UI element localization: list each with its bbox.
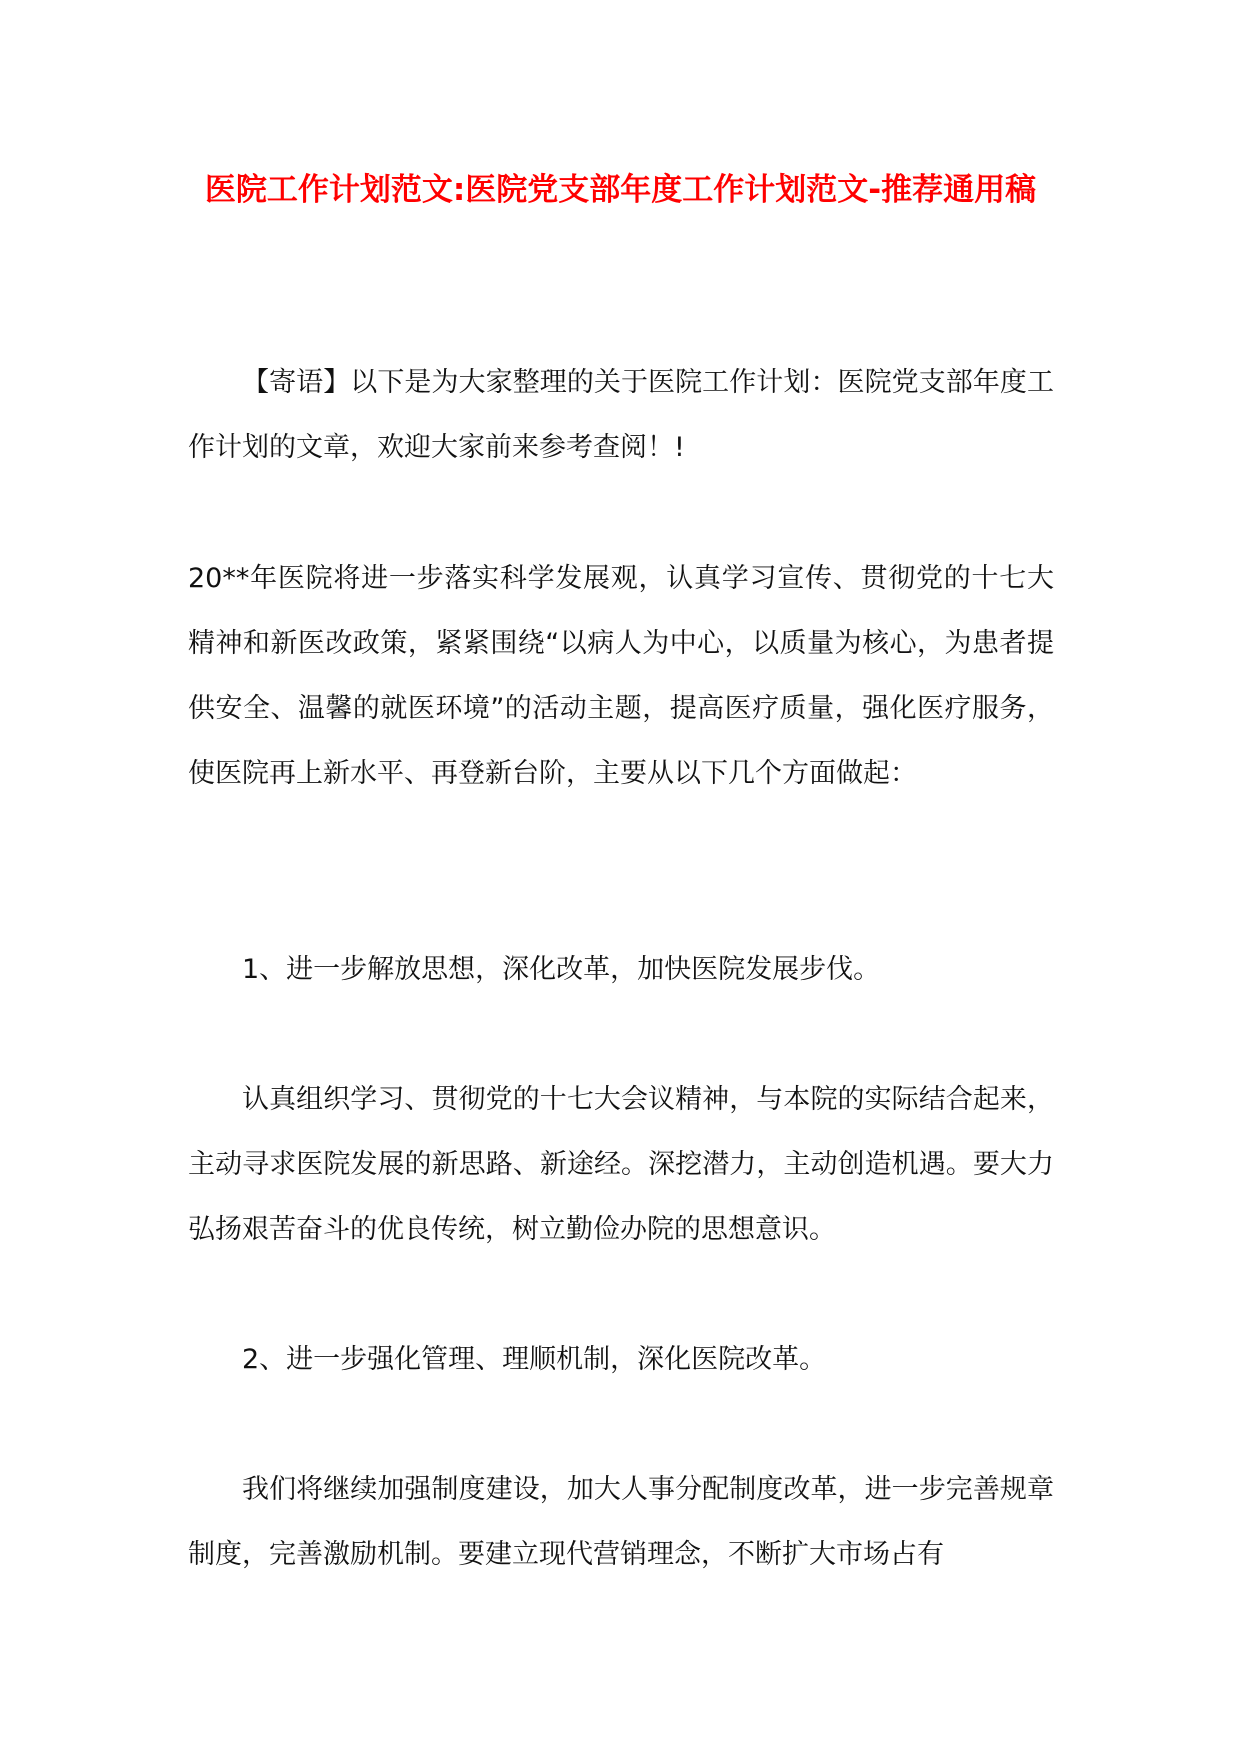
overview-paragraph: 20**年医院将进一步落实科学发展观，认真学习宣传、贯彻党的十七大精神和新医改政策，紧紧围绕“以病人为中心，以质量为核心，为患者提供安全、温馨的就医环境”的活动主题，提高医疗质量，强化医疗服务，使医院再上新水平、再登新台阶，主要从以下几个方面做起：	[188, 563, 1054, 789]
intro-paragraph: 【寄语】以下是为大家整理的关于医院工作计划：医院党支部年度工作计划的文章，欢迎大家前来参考查阅！!	[188, 367, 1054, 463]
section-heading-1: 1、进一步解放思想，深化改革，加快医院发展步伐。	[242, 954, 881, 985]
document-title: 医院工作计划范文:医院党支部年度工作计划范文-推荐通用稿	[204, 172, 1037, 208]
section-body-2: 我们将继续加强制度建设，加大人事分配制度改革，进一步完善规章制度，完善激励机制。要建立现代营销理念，不断扩大市场占有	[188, 1474, 1054, 1570]
section-body-1: 认真组织学习、贯彻党的十七大会议精神，与本院的实际结合起来，主动寻求医院发展的新思路、新途经。深挖潜力，主动创造机遇。要大力弘扬艰苦奋斗的优良传统，树立勤俭办院的思想意识。	[188, 1084, 1054, 1245]
section-heading-2: 2、进一步强化管理、理顺机制，深化医院改革。	[242, 1344, 827, 1375]
